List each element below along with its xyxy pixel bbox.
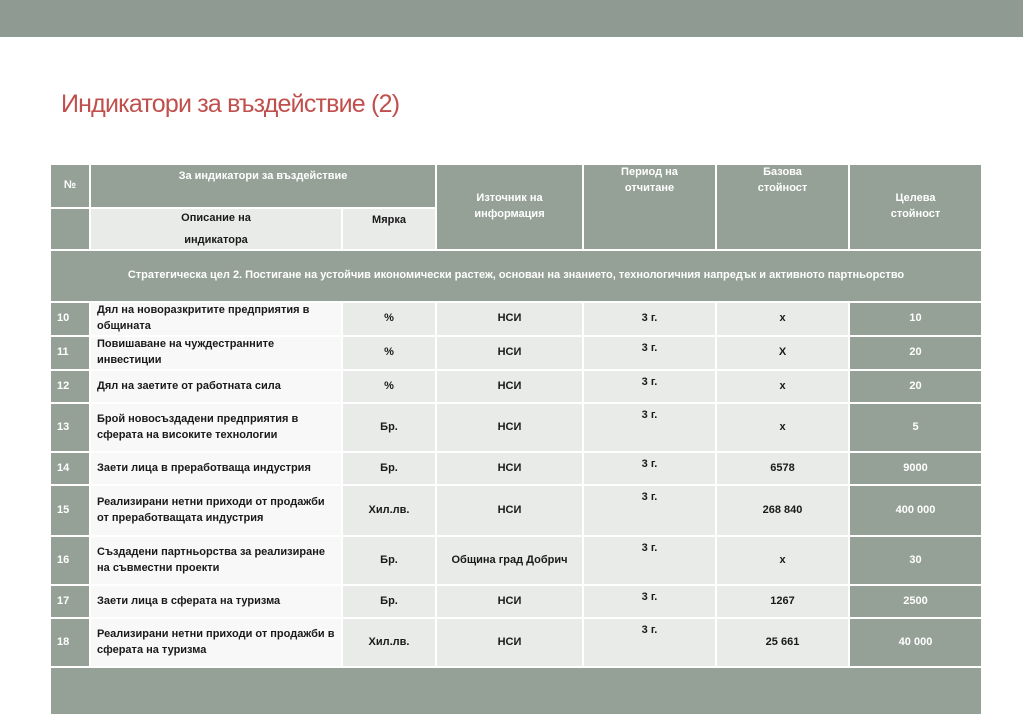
header-period: Период на отчитане xyxy=(584,165,715,249)
row-description: Повишаване на чуждестранните инвестиции xyxy=(91,337,341,369)
row-target: 40 000 xyxy=(850,619,981,666)
row-unit: Хил.лв. xyxy=(343,619,435,666)
row-period: 3 г. xyxy=(584,586,715,617)
row-period: 3 г. xyxy=(584,404,715,451)
row-description: Създадени партньорства за реализиране на съвместни проекти xyxy=(91,537,341,584)
header-group: За индикатори за въздействие xyxy=(91,165,435,207)
row-unit: Бр. xyxy=(343,537,435,584)
row-unit: % xyxy=(343,371,435,402)
row-source: НСИ xyxy=(437,586,582,617)
row-period: 3 г. xyxy=(584,619,715,666)
row-number: 13 xyxy=(51,404,89,451)
row-number: 12 xyxy=(51,371,89,402)
row-period: 3 г. xyxy=(584,486,715,535)
row-description: Дял на новоразкритите предприятия в общината xyxy=(91,303,341,335)
row-target: 2500 xyxy=(850,586,981,617)
row-baseline: Х xyxy=(717,337,848,369)
row-description: Реализирани нетни приходи от продажби в сферата на туризма xyxy=(91,619,341,666)
row-target: 30 xyxy=(850,537,981,584)
row-target: 9000 xyxy=(850,453,981,484)
row-target: 20 xyxy=(850,337,981,369)
row-number: 10 xyxy=(51,303,89,335)
row-source: Община град Добрич xyxy=(437,537,582,584)
row-number: 14 xyxy=(51,453,89,484)
row-baseline: 268 840 xyxy=(717,486,848,535)
row-description: Заети лица в преработваща индустрия xyxy=(91,453,341,484)
page-title: Индикатори за въздействие (2) xyxy=(61,90,400,118)
row-target: 10 xyxy=(850,303,981,335)
row-description: Заети лица в сферата на туризма xyxy=(91,586,341,617)
header-description: Описание на индикатора xyxy=(91,209,341,249)
row-unit: % xyxy=(343,303,435,335)
header-baseline: Базова стойност xyxy=(717,165,848,249)
row-unit: Бр. xyxy=(343,453,435,484)
row-source: НСИ xyxy=(437,371,582,402)
header-number-blank xyxy=(51,209,89,249)
row-number: 11 xyxy=(51,337,89,369)
header-source: Източник на информация xyxy=(437,165,582,249)
row-source: НСИ xyxy=(437,303,582,335)
row-number: 18 xyxy=(51,619,89,666)
table-footer-band xyxy=(51,668,981,714)
row-number: 15 xyxy=(51,486,89,535)
row-baseline: x xyxy=(717,404,848,451)
indicators-table xyxy=(51,165,971,695)
row-description: Брой новосъздадени предприятия в сферата на високите технологии xyxy=(91,404,341,451)
row-unit: % xyxy=(343,337,435,369)
row-period: 3 г. xyxy=(584,371,715,402)
row-unit: Бр. xyxy=(343,586,435,617)
row-target: 400 000 xyxy=(850,486,981,535)
row-baseline: 6578 xyxy=(717,453,848,484)
strategic-goal-row: Стратегическа цел 2. Постигане на устойчив икономически растеж, основан на знанието, технологичния напредък и активното партньорство xyxy=(51,251,981,301)
row-period: 3 г. xyxy=(584,537,715,584)
row-target: 5 xyxy=(850,404,981,451)
row-period: 3 г. xyxy=(584,303,715,335)
row-baseline: 25 661 xyxy=(717,619,848,666)
row-source: НСИ xyxy=(437,404,582,451)
row-period: 3 г. xyxy=(584,337,715,369)
header-unit: Мярка xyxy=(343,209,435,249)
row-period: 3 г. xyxy=(584,453,715,484)
row-unit: Хил.лв. xyxy=(343,486,435,535)
row-description: Реализирани нетни приходи от продажби от преработващата индустрия xyxy=(91,486,341,535)
row-baseline: x xyxy=(717,371,848,402)
row-description: Дял на заетите от работната сила xyxy=(91,371,341,402)
row-number: 17 xyxy=(51,586,89,617)
row-source: НСИ xyxy=(437,619,582,666)
row-unit: Бр. xyxy=(343,404,435,451)
row-baseline: x xyxy=(717,537,848,584)
row-baseline: x xyxy=(717,303,848,335)
header-target: Целева стойност xyxy=(850,165,981,249)
row-target: 20 xyxy=(850,371,981,402)
row-source: НСИ xyxy=(437,337,582,369)
top-bar xyxy=(0,0,1023,37)
row-source: НСИ xyxy=(437,453,582,484)
row-source: НСИ xyxy=(437,486,582,535)
header-number: № xyxy=(51,165,89,207)
row-baseline: 1267 xyxy=(717,586,848,617)
row-number: 16 xyxy=(51,537,89,584)
